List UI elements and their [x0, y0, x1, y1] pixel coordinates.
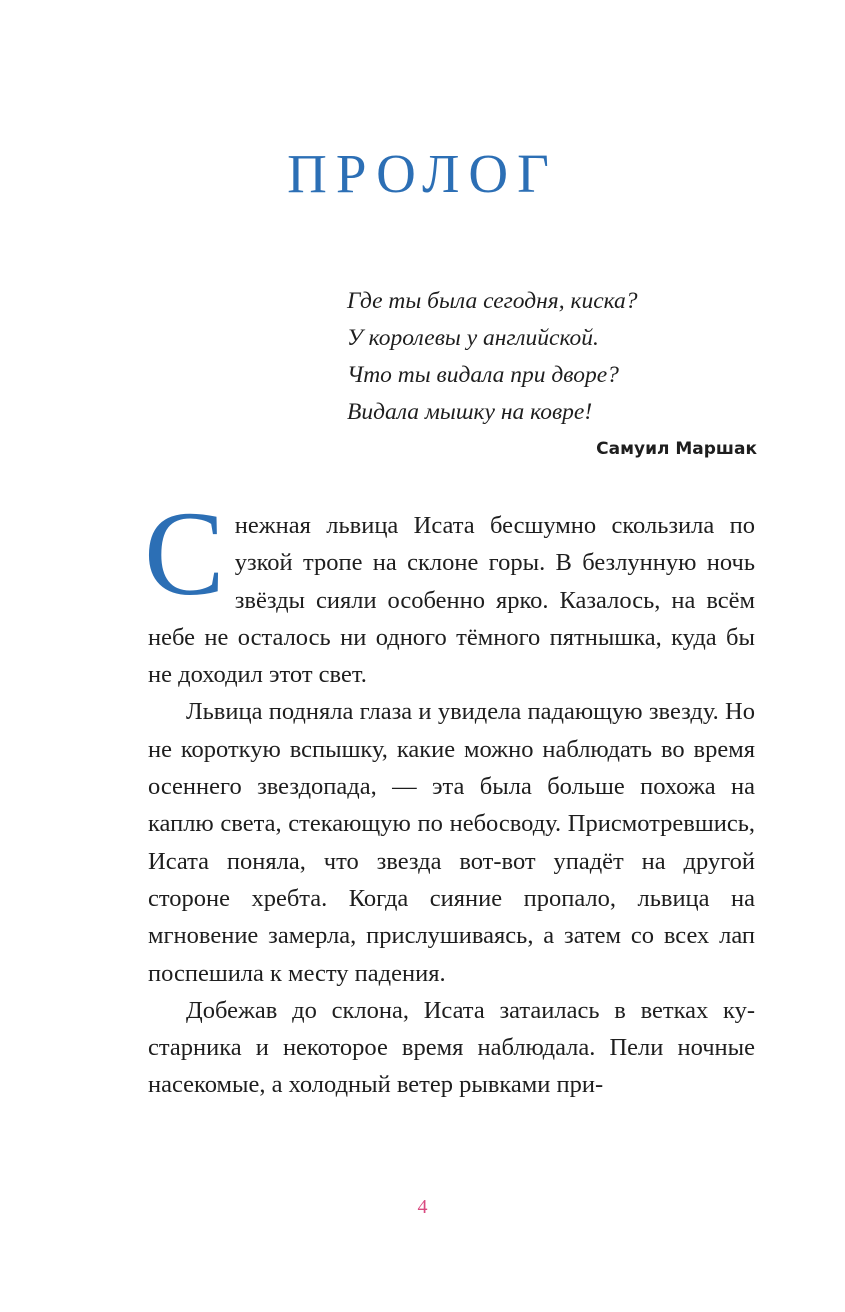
epigraph: [347, 283, 757, 463]
paragraph-1: [144, 487, 755, 693]
epigraph-line: Что ты видала при дворе?: [347, 362, 619, 388]
paragraph-3: Добежав до склона, Исата затаилась в ветках кустарника и некоторое время наблюдала. Пели ночные насекомые, а холодный ветер рывками при-: [148, 996, 755, 1099]
epigraph-line: Видала мышку на ковре!: [347, 399, 593, 425]
paragraph-1-text: нежная львица Исата бесшумно скользила по узкой тропе на склоне горы. В безлунную ночь звёзды сияли особенно ярко. Казалось, на всём небе не осталось ни одного тёмного пятнышка, куда бы не доходил этот свет.: [148, 512, 755, 689]
epigraph-line: У королевы у английской.: [347, 325, 599, 351]
epigraph-author: Самуил Маршак: [596, 439, 757, 459]
paragraph-2: Львица подняла глаза и увидела падающую звезду. Но не короткую вспышку, какие можно наблюдать во время осеннего звездопада, — эта была больше похожа на каплю света, стекающую по небосводу. Присмотревшись, Исата поняла, что звезда вот-вот упадёт на другой стороне хребта. Когда сияние пропало, львица на мгновение замерла, прислушиваясь, а затем со всех лап поспешила к месту падения.: [148, 698, 755, 987]
drop-cap: С: [144, 487, 225, 621]
page-number: 4: [417, 1196, 428, 1218]
chapter-title: ПРОЛОГ: [287, 143, 558, 204]
epigraph-line: Где ты была сегодня, киска?: [347, 288, 638, 314]
body-text: [144, 487, 755, 1104]
